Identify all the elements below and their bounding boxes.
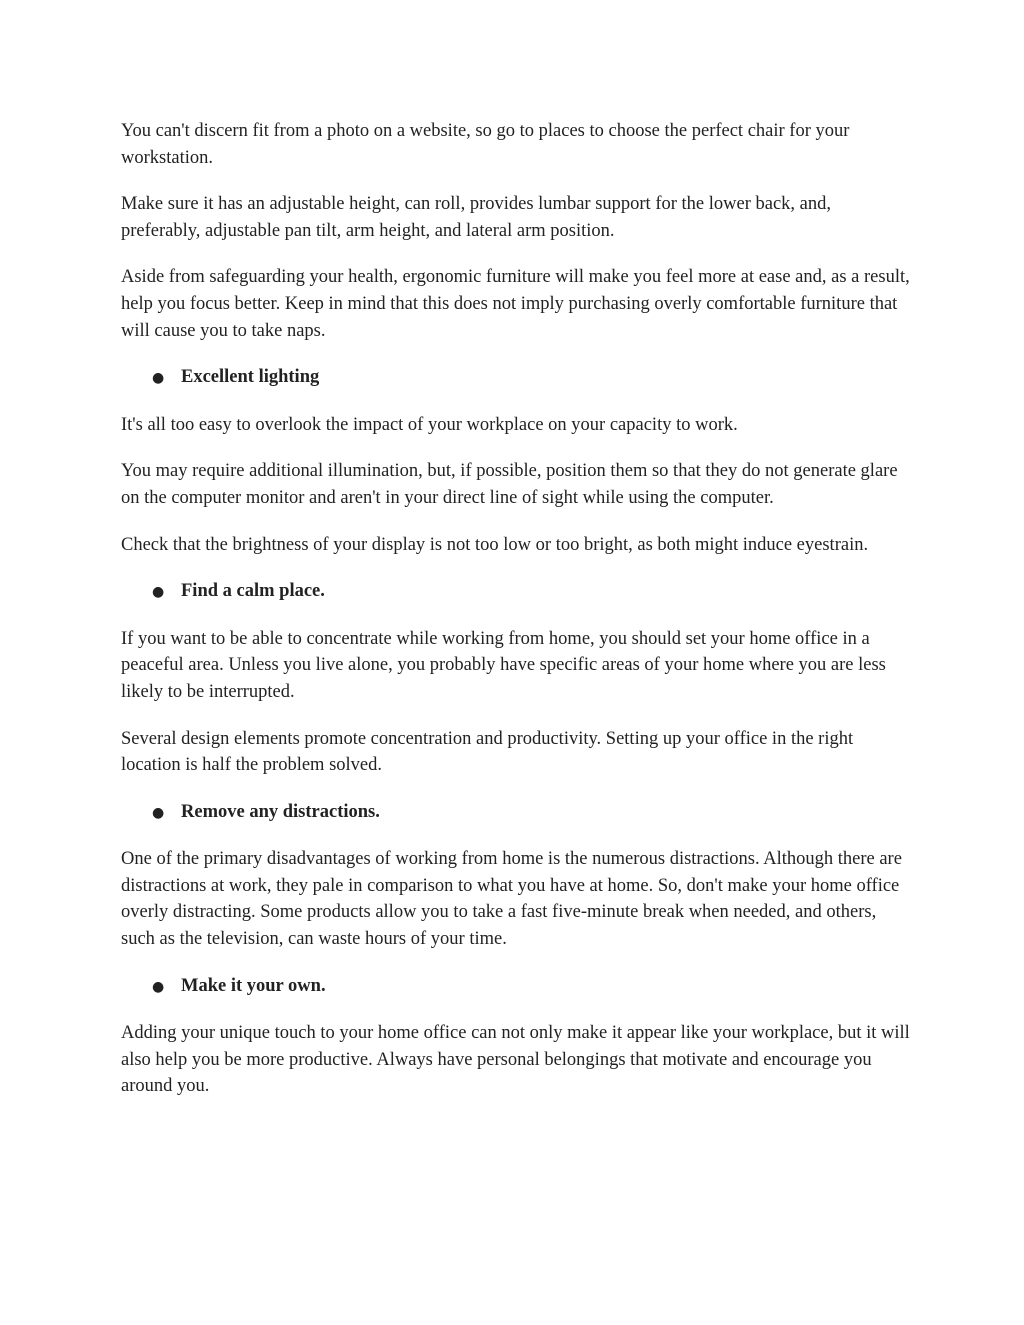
paragraph-chair-fit: You can't discern fit from a photo on a website, so go to places to choose the perfect chair for your workstation. xyxy=(121,121,850,168)
paragraph-chair-features: Make sure it has an adjustable height, can roll, provides lumbar support for the lower back, and, preferably, adjustable pan tilt, arm height, and lateral arm position. xyxy=(121,194,831,241)
bullet-icon: ● xyxy=(152,370,165,387)
document-body xyxy=(121,118,911,1120)
heading-text: Excellent lighting xyxy=(181,367,320,388)
bullet-icon: ● xyxy=(152,804,165,821)
bullet-icon: ● xyxy=(152,584,165,601)
paragraph-illumination: You may require additional illumination, but, if possible, position them so that they do not generate glare on the computer monitor and aren't in your direct line of sight while using the computer. xyxy=(121,461,898,508)
paragraph-distractions: One of the primary disadvantages of working from home is the numerous distractions. Although there are distractions at work, they pale in comparison to what you have at home. So, don't make your home office overly distracting. Some products allow you to take a fast five-minute break when needed, and others, such as the television, can waste hours of your time. xyxy=(121,849,902,950)
paragraph-concentrate: If you want to be able to concentrate while working from home, you should set your home office in a peaceful area. Unless you live alone, you probably have specific areas of your home where you are less likely to be interrupted. xyxy=(121,628,886,702)
bullet-heading-make-own xyxy=(121,973,911,1001)
bullet-heading-distractions xyxy=(121,799,911,827)
heading-text: Find a calm place. xyxy=(181,581,325,602)
bullet-heading-calm-place xyxy=(121,578,911,606)
paragraph-ergonomic-furniture: Aside from safeguarding your health, ergonomic furniture will make you feel more at ease and, as a result, help you focus better. Keep in mind that this does not imply purchasing overly comfortable furniture that will cause you to take naps. xyxy=(121,267,910,341)
bullet-icon: ● xyxy=(152,978,165,995)
paragraph-design-elements: Several design elements promote concentration and productivity. Setting up your office in the right location is half the problem solved. xyxy=(121,728,854,776)
paragraph-workplace-impact: It's all too easy to overlook the impact of your workplace on your capacity to work. xyxy=(121,414,738,435)
bullet-heading-lighting xyxy=(121,364,911,392)
paragraph-brightness: Check that the brightness of your display is not too low or too bright, as both might induce eyestrain. xyxy=(121,534,869,555)
paragraph-unique-touch: Adding your unique touch to your home office can not only make it appear like your workplace, but it will also help you be more productive. Always have personal belongings that motivate and encourage you around you. xyxy=(121,1023,910,1097)
heading-text: Make it your own. xyxy=(181,975,326,996)
heading-text: Remove any distractions. xyxy=(181,801,380,822)
